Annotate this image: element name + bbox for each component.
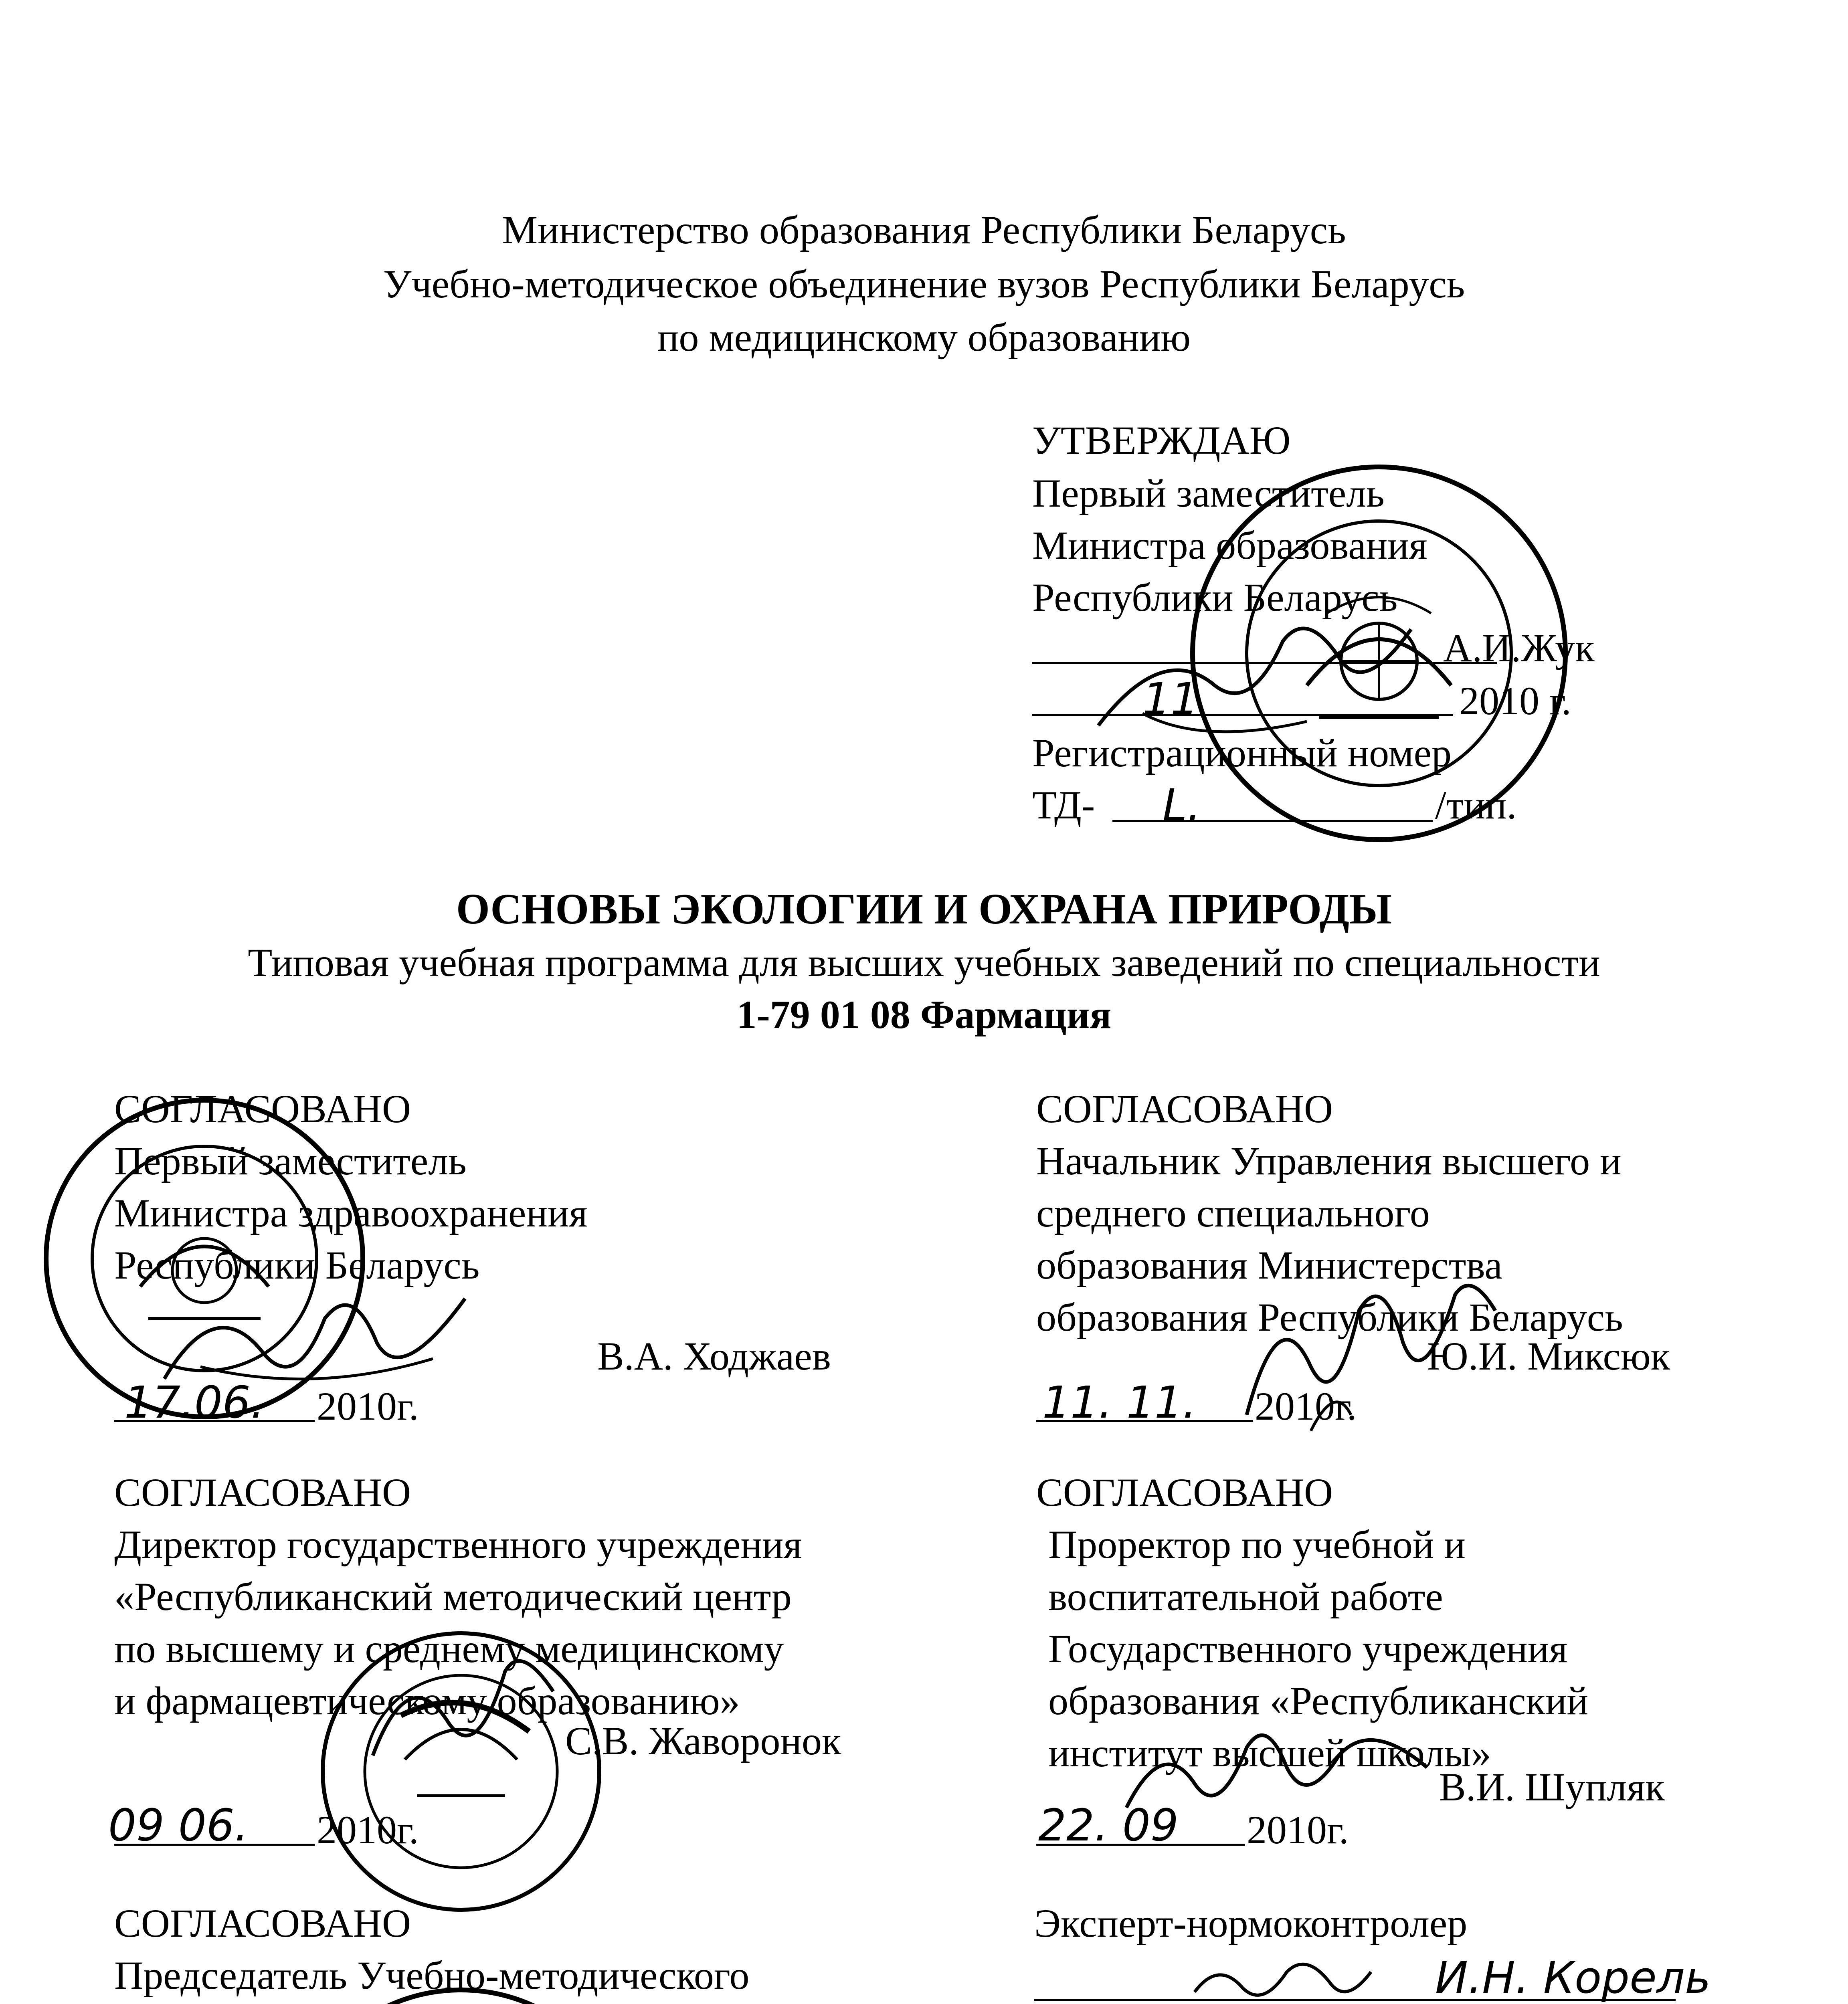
document-specialty: 1-79 01 08 Фармация (736, 992, 1112, 1037)
approval-date-year: 2010 г. (1459, 679, 1571, 723)
registration-prefix: ТД- (1032, 783, 1095, 827)
agreement-heading: СОГЛАСОВАНО (1036, 1470, 1333, 1515)
agreement-signer-name: Ю.И. Миксюк (1427, 1334, 1670, 1378)
agreement-date-handwritten: 22. 09 (1038, 1800, 1179, 1851)
agreement-signer-name: С.В. Жаворонок (565, 1719, 841, 1763)
agreement-line: воспитательной работе (1048, 1574, 1443, 1619)
approval-signature-icon (1082, 593, 1443, 762)
agreement-line: Начальник Управления высшего и (1036, 1139, 1622, 1183)
agreement-heading: СОГЛАСОВАНО (1036, 1087, 1333, 1131)
registration-handwritten: L. (1163, 780, 1201, 831)
approval-signer-name: А.И.Жук (1443, 626, 1595, 670)
agreement-date-handwritten: 17.06. (124, 1377, 265, 1428)
agreement-line: Министра здравоохранения (114, 1191, 588, 1235)
agreement-line: и фармацевтическому образованию» (114, 1679, 740, 1723)
agreement-heading: СОГЛАСОВАНО (114, 1087, 411, 1131)
agreement-date-year: 2010г. (1255, 1384, 1357, 1428)
umo-name: Учебно-методическое объединение вузов Республики Беларусь (383, 262, 1465, 306)
agreement-date-handwritten: 09 06. (108, 1800, 249, 1851)
agreement-signer-name: В.А. Ходжаев (597, 1334, 831, 1378)
agreement-line: Государственного учреждения (1048, 1626, 1568, 1671)
higher-school-institute-signature-icon (1114, 1703, 1443, 1832)
norm-controller-signature-handwritten: И.Н. Корель (1435, 1952, 1711, 2003)
document-subtitle: Типовая учебная программа для высших учебных заведений по специальности (248, 940, 1600, 985)
umo-subtitle: по медицинскому образованию (657, 315, 1191, 360)
agreement-line: Первый заместитель (114, 1139, 467, 1183)
agreement-line: по высшему и среднему медицинскому (114, 1626, 784, 1671)
agreement-heading: СОГЛАСОВАНО (114, 1470, 411, 1515)
registration-suffix: /тип. (1435, 783, 1517, 827)
agreement-line: Республики Беларусь (114, 1243, 480, 1287)
medical-university-seal-icon (281, 1984, 641, 2004)
agreement-line: Председатель Учебно-методического (114, 1953, 750, 1998)
agreement-line: среднего специального (1036, 1191, 1430, 1235)
document-title: ОСНОВЫ ЭКОЛОГИИ И ОХРАНА ПРИРОДЫ (456, 885, 1392, 933)
agreement-signer-name: В.И. Шупляк (1439, 1765, 1665, 1809)
ministry-name: Министерство образования Республики Беларусь (502, 208, 1346, 252)
agreement-heading: СОГЛАСОВАНО (114, 1901, 411, 1945)
agreement-line: «Республиканский методический центр (114, 1574, 792, 1619)
agreement-line: Проректор по учебной и (1048, 1522, 1466, 1567)
approval-line-2: Министра образования (1032, 523, 1427, 568)
agreement-line: институт высшей школы» (1048, 1731, 1491, 1775)
agreement-date-year: 2010г. (1247, 1808, 1349, 1852)
agreement-date-year: 2010г. (317, 1384, 419, 1428)
agreement-date-handwritten: 11. 11. (1042, 1377, 1197, 1428)
approval-heading: УТВЕРЖДАЮ (1032, 418, 1291, 463)
agreement-line: Директор государственного учреждения (114, 1522, 802, 1567)
approval-line-3: Республики Беларусь (1032, 575, 1398, 620)
norm-controller-signature-icon (1187, 1948, 1379, 2004)
registration-label: Регистрационный номер (1032, 731, 1452, 775)
norm-controller-heading: Эксперт-нормоконтролер (1034, 1901, 1468, 1945)
higher-education-dept-signature-icon (1231, 1263, 1511, 1439)
approval-line-1: Первый заместитель (1032, 471, 1385, 515)
agreement-line: образования Министерства (1036, 1243, 1502, 1287)
agreement-line: образования Республики Беларусь (1036, 1295, 1623, 1339)
approval-date-handwritten: 11 (1142, 673, 1199, 725)
health-ministry-signature-icon (152, 1275, 481, 1407)
republican-center-signature-icon (361, 1635, 569, 1780)
agreement-line: образования «Республиканский (1048, 1679, 1589, 1723)
agreement-date-year: 2010г. (317, 1808, 419, 1852)
